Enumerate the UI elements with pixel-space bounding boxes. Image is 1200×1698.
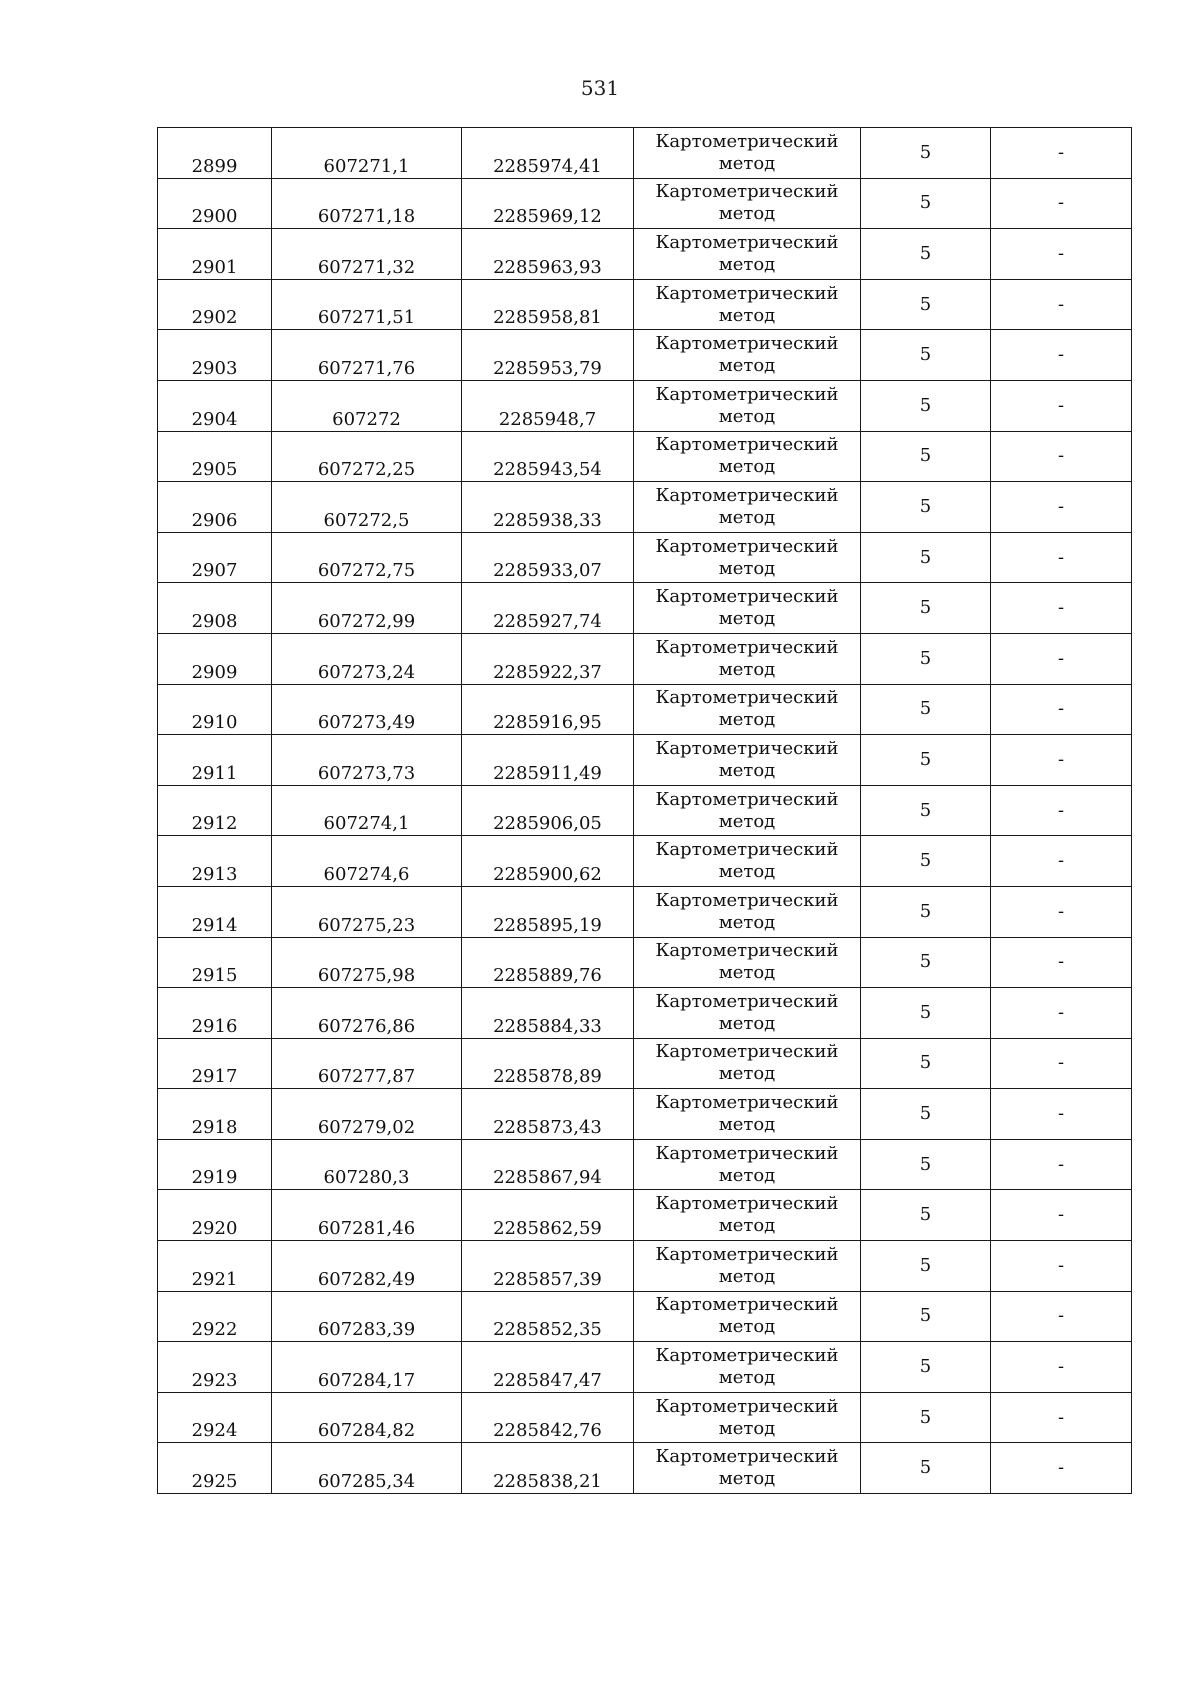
table-row: [158, 785, 1132, 836]
method-line-1: Картометрический: [655, 130, 839, 152]
point-number-cell: 2904: [158, 380, 272, 431]
method-line-2: метод: [718, 405, 776, 427]
table-row: [158, 1089, 1132, 1140]
method-line-2: метод: [718, 1012, 776, 1034]
page-number: 531: [580, 76, 620, 100]
method-line-1: Картометрический: [655, 1345, 839, 1367]
error-cell: 5: [861, 633, 991, 684]
error-cell: 5: [861, 330, 991, 381]
y-coordinate-cell: 2285927,74: [462, 583, 634, 634]
y-coordinate-cell: 2285958,81: [462, 279, 634, 330]
method-line-1: Картометрический: [655, 181, 839, 203]
y-coordinate-cell: 2285857,39: [462, 1241, 634, 1292]
method-line-1: Картометрический: [655, 889, 839, 911]
note-cell: -: [991, 735, 1132, 786]
method-cell: [634, 583, 861, 634]
table-row: [158, 1342, 1132, 1393]
y-coordinate-cell: 2285943,54: [462, 431, 634, 482]
x-coordinate-cell: 607280,3: [272, 1139, 462, 1190]
method-cell: [634, 937, 861, 988]
method-line-1: Картометрический: [655, 282, 839, 304]
note-cell: -: [991, 1443, 1132, 1494]
x-coordinate-cell: 607271,76: [272, 330, 462, 381]
table-row: [158, 279, 1132, 330]
error-cell: 5: [861, 178, 991, 229]
y-coordinate-cell: 2285884,33: [462, 988, 634, 1039]
point-number-cell: 2924: [158, 1392, 272, 1443]
method-line-2: метод: [718, 203, 776, 225]
method-cell: [634, 1190, 861, 1241]
method-line-2: метод: [718, 608, 776, 630]
point-number-cell: 2912: [158, 785, 272, 836]
note-cell: -: [991, 684, 1132, 735]
x-coordinate-cell: 607283,39: [272, 1291, 462, 1342]
table-row: [158, 330, 1132, 381]
x-coordinate-cell: 607277,87: [272, 1038, 462, 1089]
error-cell: 5: [861, 785, 991, 836]
point-number-cell: 2906: [158, 482, 272, 533]
method-line-2: метод: [718, 355, 776, 377]
method-line-1: Картометрический: [655, 687, 839, 709]
table-row: [158, 380, 1132, 431]
x-coordinate-cell: 607272,99: [272, 583, 462, 634]
note-cell: -: [991, 1089, 1132, 1140]
method-cell: [634, 735, 861, 786]
y-coordinate-cell: 2285867,94: [462, 1139, 634, 1190]
method-line-2: метод: [718, 253, 776, 275]
x-coordinate-cell: 607281,46: [272, 1190, 462, 1241]
x-coordinate-cell: 607282,49: [272, 1241, 462, 1292]
method-line-2: метод: [718, 1316, 776, 1338]
note-cell: -: [991, 431, 1132, 482]
method-line-2: метод: [718, 152, 776, 174]
method-line-2: метод: [718, 1265, 776, 1287]
method-cell: [634, 886, 861, 937]
table-row: [158, 937, 1132, 988]
note-cell: -: [991, 1139, 1132, 1190]
method-cell: [634, 1291, 861, 1342]
y-coordinate-cell: 2285900,62: [462, 836, 634, 887]
note-cell: -: [991, 1342, 1132, 1393]
table-row: [158, 178, 1132, 229]
method-line-1: Картометрический: [655, 333, 839, 355]
method-line-2: метод: [718, 456, 776, 478]
point-number-cell: 2920: [158, 1190, 272, 1241]
method-line-1: Картометрический: [655, 231, 839, 253]
table-row: [158, 532, 1132, 583]
table-row: [158, 1038, 1132, 1089]
note-cell: -: [991, 178, 1132, 229]
y-coordinate-cell: 2285922,37: [462, 633, 634, 684]
table-row: [158, 482, 1132, 533]
note-cell: -: [991, 1038, 1132, 1089]
note-cell: -: [991, 633, 1132, 684]
note-cell: -: [991, 128, 1132, 179]
method-cell: [634, 1342, 861, 1393]
method-cell: [634, 1392, 861, 1443]
x-coordinate-cell: 607272,5: [272, 482, 462, 533]
x-coordinate-cell: 607273,24: [272, 633, 462, 684]
error-cell: 5: [861, 937, 991, 988]
x-coordinate-cell: 607276,86: [272, 988, 462, 1039]
error-cell: 5: [861, 1291, 991, 1342]
coordinates-table-body: [158, 128, 1132, 1494]
method-line-1: Картометрический: [655, 434, 839, 456]
error-cell: 5: [861, 532, 991, 583]
y-coordinate-cell: 2285847,47: [462, 1342, 634, 1393]
note-cell: -: [991, 785, 1132, 836]
method-line-2: метод: [718, 911, 776, 933]
error-cell: 5: [861, 1139, 991, 1190]
point-number-cell: 2909: [158, 633, 272, 684]
table-row: [158, 1241, 1132, 1292]
error-cell: 5: [861, 279, 991, 330]
table-row: [158, 431, 1132, 482]
method-line-2: метод: [718, 759, 776, 781]
error-cell: 5: [861, 128, 991, 179]
method-line-1: Картометрический: [655, 1142, 839, 1164]
y-coordinate-cell: 2285969,12: [462, 178, 634, 229]
point-number-cell: 2919: [158, 1139, 272, 1190]
error-cell: 5: [861, 1241, 991, 1292]
method-cell: [634, 532, 861, 583]
point-number-cell: 2916: [158, 988, 272, 1039]
error-cell: 5: [861, 1443, 991, 1494]
table-row: [158, 735, 1132, 786]
note-cell: -: [991, 583, 1132, 634]
y-coordinate-cell: 2285895,19: [462, 886, 634, 937]
table-row: [158, 988, 1132, 1039]
note-cell: -: [991, 1392, 1132, 1443]
y-coordinate-cell: 2285953,79: [462, 330, 634, 381]
method-line-1: Картометрический: [655, 1294, 839, 1316]
x-coordinate-cell: 607275,98: [272, 937, 462, 988]
method-cell: [634, 1089, 861, 1140]
method-line-2: метод: [718, 506, 776, 528]
method-cell: [634, 380, 861, 431]
x-coordinate-cell: 607273,73: [272, 735, 462, 786]
method-cell: [634, 229, 861, 280]
method-cell: [634, 988, 861, 1039]
y-coordinate-cell: 2285963,93: [462, 229, 634, 280]
y-coordinate-cell: 2285878,89: [462, 1038, 634, 1089]
point-number-cell: 2913: [158, 836, 272, 887]
x-coordinate-cell: 607274,1: [272, 785, 462, 836]
y-coordinate-cell: 2285862,59: [462, 1190, 634, 1241]
x-coordinate-cell: 607271,1: [272, 128, 462, 179]
method-cell: [634, 482, 861, 533]
x-coordinate-cell: 607285,34: [272, 1443, 462, 1494]
method-line-1: Картометрический: [655, 1041, 839, 1063]
x-coordinate-cell: 607284,82: [272, 1392, 462, 1443]
method-line-2: метод: [718, 1215, 776, 1237]
table-row: [158, 1392, 1132, 1443]
method-line-2: метод: [718, 810, 776, 832]
point-number-cell: 2922: [158, 1291, 272, 1342]
note-cell: -: [991, 1241, 1132, 1292]
method-line-2: метод: [718, 304, 776, 326]
error-cell: 5: [861, 583, 991, 634]
note-cell: -: [991, 836, 1132, 887]
table-row: [158, 1443, 1132, 1494]
point-number-cell: 2914: [158, 886, 272, 937]
method-line-1: Картометрический: [655, 383, 839, 405]
y-coordinate-cell: 2285974,41: [462, 128, 634, 179]
table-row: [158, 1190, 1132, 1241]
method-cell: [634, 1139, 861, 1190]
point-number-cell: 2902: [158, 279, 272, 330]
error-cell: 5: [861, 988, 991, 1039]
table-row: [158, 633, 1132, 684]
coordinates-table: [157, 127, 1132, 1494]
method-cell: [634, 785, 861, 836]
y-coordinate-cell: 2285911,49: [462, 735, 634, 786]
method-cell: [634, 128, 861, 179]
method-line-1: Картометрический: [655, 586, 839, 608]
method-cell: [634, 836, 861, 887]
method-line-1: Картометрический: [655, 636, 839, 658]
method-line-2: метод: [718, 1114, 776, 1136]
error-cell: 5: [861, 1089, 991, 1140]
error-cell: 5: [861, 1342, 991, 1393]
method-line-1: Картометрический: [655, 535, 839, 557]
method-cell: [634, 633, 861, 684]
x-coordinate-cell: 607271,18: [272, 178, 462, 229]
method-line-2: метод: [718, 1417, 776, 1439]
method-line-2: метод: [718, 1468, 776, 1490]
error-cell: 5: [861, 836, 991, 887]
x-coordinate-cell: 607272,25: [272, 431, 462, 482]
method-line-1: Картометрический: [655, 1092, 839, 1114]
error-cell: 5: [861, 735, 991, 786]
x-coordinate-cell: 607272: [272, 380, 462, 431]
method-line-2: метод: [718, 709, 776, 731]
x-coordinate-cell: 607284,17: [272, 1342, 462, 1393]
error-cell: 5: [861, 229, 991, 280]
table-row: [158, 684, 1132, 735]
point-number-cell: 2918: [158, 1089, 272, 1140]
method-cell: [634, 178, 861, 229]
point-number-cell: 2925: [158, 1443, 272, 1494]
point-number-cell: 2923: [158, 1342, 272, 1393]
note-cell: -: [991, 482, 1132, 533]
method-line-1: Картометрический: [655, 788, 839, 810]
method-line-2: метод: [718, 1063, 776, 1085]
table-row: [158, 583, 1132, 634]
x-coordinate-cell: 607271,32: [272, 229, 462, 280]
table-row: [158, 836, 1132, 887]
y-coordinate-cell: 2285842,76: [462, 1392, 634, 1443]
x-coordinate-cell: 607279,02: [272, 1089, 462, 1140]
method-line-1: Картометрический: [655, 484, 839, 506]
x-coordinate-cell: 607275,23: [272, 886, 462, 937]
y-coordinate-cell: 2285948,7: [462, 380, 634, 431]
method-line-1: Картометрический: [655, 1395, 839, 1417]
method-line-1: Картометрический: [655, 1193, 839, 1215]
note-cell: -: [991, 229, 1132, 280]
method-line-1: Картометрический: [655, 940, 839, 962]
error-cell: 5: [861, 431, 991, 482]
note-cell: -: [991, 330, 1132, 381]
method-cell: [634, 684, 861, 735]
method-cell: [634, 1443, 861, 1494]
y-coordinate-cell: 2285916,95: [462, 684, 634, 735]
point-number-cell: 2915: [158, 937, 272, 988]
error-cell: 5: [861, 1038, 991, 1089]
table-row: [158, 1291, 1132, 1342]
point-number-cell: 2917: [158, 1038, 272, 1089]
point-number-cell: 2911: [158, 735, 272, 786]
method-line-2: метод: [718, 861, 776, 883]
note-cell: -: [991, 532, 1132, 583]
table-row: [158, 886, 1132, 937]
y-coordinate-cell: 2285852,35: [462, 1291, 634, 1342]
table-row: [158, 1139, 1132, 1190]
point-number-cell: 2900: [158, 178, 272, 229]
method-line-2: метод: [718, 1164, 776, 1186]
note-cell: -: [991, 886, 1132, 937]
note-cell: -: [991, 1291, 1132, 1342]
point-number-cell: 2921: [158, 1241, 272, 1292]
table-row: [158, 229, 1132, 280]
point-number-cell: 2905: [158, 431, 272, 482]
error-cell: 5: [861, 1392, 991, 1443]
method-cell: [634, 431, 861, 482]
method-line-1: Картометрический: [655, 990, 839, 1012]
note-cell: -: [991, 937, 1132, 988]
y-coordinate-cell: 2285933,07: [462, 532, 634, 583]
x-coordinate-cell: 607273,49: [272, 684, 462, 735]
note-cell: -: [991, 988, 1132, 1039]
x-coordinate-cell: 607272,75: [272, 532, 462, 583]
y-coordinate-cell: 2285873,43: [462, 1089, 634, 1140]
x-coordinate-cell: 607271,51: [272, 279, 462, 330]
method-cell: [634, 330, 861, 381]
y-coordinate-cell: 2285889,76: [462, 937, 634, 988]
error-cell: 5: [861, 1190, 991, 1241]
point-number-cell: 2907: [158, 532, 272, 583]
method-line-2: метод: [718, 658, 776, 680]
point-number-cell: 2899: [158, 128, 272, 179]
method-line-1: Картометрический: [655, 1446, 839, 1468]
y-coordinate-cell: 2285906,05: [462, 785, 634, 836]
method-cell: [634, 1241, 861, 1292]
method-cell: [634, 279, 861, 330]
x-coordinate-cell: 607274,6: [272, 836, 462, 887]
note-cell: -: [991, 279, 1132, 330]
error-cell: 5: [861, 886, 991, 937]
table-row: [158, 128, 1132, 179]
method-line-2: метод: [718, 962, 776, 984]
method-cell: [634, 1038, 861, 1089]
point-number-cell: 2901: [158, 229, 272, 280]
method-line-2: метод: [718, 557, 776, 579]
note-cell: -: [991, 1190, 1132, 1241]
error-cell: 5: [861, 380, 991, 431]
method-line-2: метод: [718, 1367, 776, 1389]
point-number-cell: 2903: [158, 330, 272, 381]
point-number-cell: 2908: [158, 583, 272, 634]
error-cell: 5: [861, 684, 991, 735]
error-cell: 5: [861, 482, 991, 533]
method-line-1: Картометрический: [655, 1243, 839, 1265]
point-number-cell: 2910: [158, 684, 272, 735]
note-cell: -: [991, 380, 1132, 431]
y-coordinate-cell: 2285938,33: [462, 482, 634, 533]
y-coordinate-cell: 2285838,21: [462, 1443, 634, 1494]
method-line-1: Картометрический: [655, 737, 839, 759]
method-line-1: Картометрический: [655, 839, 839, 861]
